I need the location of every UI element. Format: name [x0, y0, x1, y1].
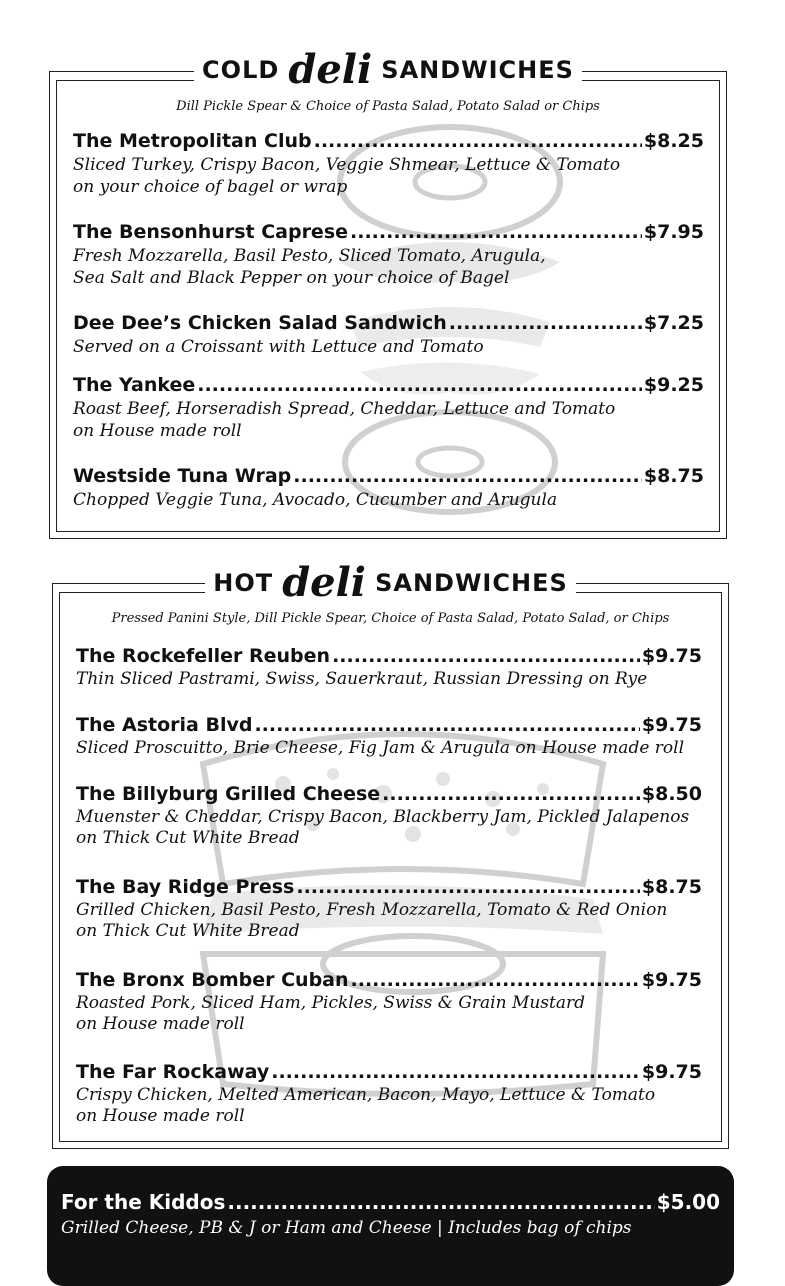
item-description: Muenster & Cheddar, Crispy Bacon, Blackberry Jam, Pickled Jalapenos [76, 807, 690, 827]
item-price: $8.25 [643, 130, 704, 152]
menu-item [73, 130, 704, 197]
item-name: The Yankee [73, 374, 196, 396]
cold-heading-word: COLD [202, 56, 280, 84]
item-description: on Thick Cut White Bread [76, 828, 300, 848]
hot-deli-subtitle: Pressed Panini Style, Dill Pickle Spear, Choice of Pasta Salad, Potato Salad, or Chips [111, 611, 670, 626]
menu-item [76, 645, 702, 689]
item-description: on your choice of bagel or wrap [73, 177, 348, 197]
item-description: Crispy Chicken, Melted American, Bacon, Mayo, Lettuce & Tomato [76, 1085, 656, 1105]
item-name: The Bensonhurst Caprese [73, 221, 349, 243]
menu-item [73, 374, 704, 441]
item-name: The Astoria Blvd [76, 714, 253, 736]
item-description: Grilled Cheese, PB & J or Ham and Cheese | Includes bag of chips [61, 1218, 632, 1238]
item-price: $9.75 [641, 714, 702, 736]
menu-item [73, 312, 704, 357]
item-description: Fresh Mozzarella, Basil Pesto, Sliced Tomato, Arugula, [73, 246, 546, 266]
hot-deli-heading [53, 559, 728, 606]
item-name: The Far Rockaway [76, 1061, 270, 1083]
menu-item [73, 465, 704, 510]
item-description: Roasted Pork, Sliced Ham, Pickles, Swiss & Grain Mustard [76, 993, 586, 1013]
cold-heading-deli-script: deli [288, 46, 373, 93]
item-description: Sea Salt and Black Pepper on your choice of Bagel [73, 268, 510, 288]
item-name: Westside Tuna Wrap [73, 465, 292, 487]
item-description: Thin Sliced Pastrami, Swiss, Sauerkraut, Russian Dressing on Rye [76, 669, 648, 689]
menu-item [76, 1061, 702, 1126]
hot-heading-sandwiches: SANDWICHES [375, 569, 568, 597]
item-description: Roast Beef, Horseradish Spread, Cheddar, Lettuce and Tomato [73, 399, 616, 419]
item-description: Sliced Proscuitto, Brie Cheese, Fig Jam & Arugula on House made roll [76, 738, 685, 758]
item-name: The Bronx Bomber Cuban [76, 969, 349, 991]
item-price: $7.95 [643, 221, 704, 243]
menu-item [76, 783, 702, 848]
item-description: on Thick Cut White Bread [76, 921, 300, 941]
kiddos-banner [47, 1166, 734, 1286]
item-description: on House made roll [73, 421, 242, 441]
menu-item [76, 969, 702, 1034]
menu-item [76, 714, 702, 758]
item-name: The Bay Ridge Press [76, 876, 295, 898]
item-name: The Rockefeller Reuben [76, 645, 331, 667]
item-description: Served on a Croissant with Lettuce and Tomato [73, 337, 484, 357]
item-price: $7.25 [643, 312, 704, 334]
item-name: The Metropolitan Club [73, 130, 312, 152]
item-name: Dee Dee’s Chicken Salad Sandwich [73, 312, 447, 334]
item-price: $8.50 [641, 783, 702, 805]
item-description: Grilled Chicken, Basil Pesto, Fresh Mozzarella, Tomato & Red Onion [76, 900, 668, 920]
menu-item [61, 1190, 720, 1238]
menu-item [73, 221, 704, 288]
item-name: For the Kiddos [61, 1190, 226, 1214]
item-description: Sliced Turkey, Crispy Bacon, Veggie Shmear, Lettuce & Tomato [73, 155, 621, 175]
cold-deli-panel [49, 46, 727, 539]
item-price: $5.00 [656, 1190, 720, 1214]
hot-heading-word: HOT [213, 569, 274, 597]
item-name: The Billyburg Grilled Cheese [76, 783, 381, 805]
item-price: $9.75 [641, 969, 702, 991]
menu-item [76, 876, 702, 941]
cold-deli-subtitle: Dill Pickle Spear & Choice of Pasta Salad, Potato Salad or Chips [176, 99, 600, 114]
item-price: $8.75 [641, 876, 702, 898]
item-description: on House made roll [76, 1106, 245, 1126]
cold-heading-sandwiches: SANDWICHES [381, 56, 574, 84]
item-price: $9.75 [641, 1061, 702, 1083]
cold-deli-heading [50, 46, 726, 93]
hot-deli-panel [52, 559, 729, 1149]
item-description: on House made roll [76, 1014, 245, 1034]
item-price: $9.25 [643, 374, 704, 396]
item-price: $9.75 [641, 645, 702, 667]
item-price: $8.75 [643, 465, 704, 487]
item-description: Chopped Veggie Tuna, Avocado, Cucumber and Arugula [73, 490, 558, 510]
hot-heading-deli-script: deli [282, 559, 366, 606]
